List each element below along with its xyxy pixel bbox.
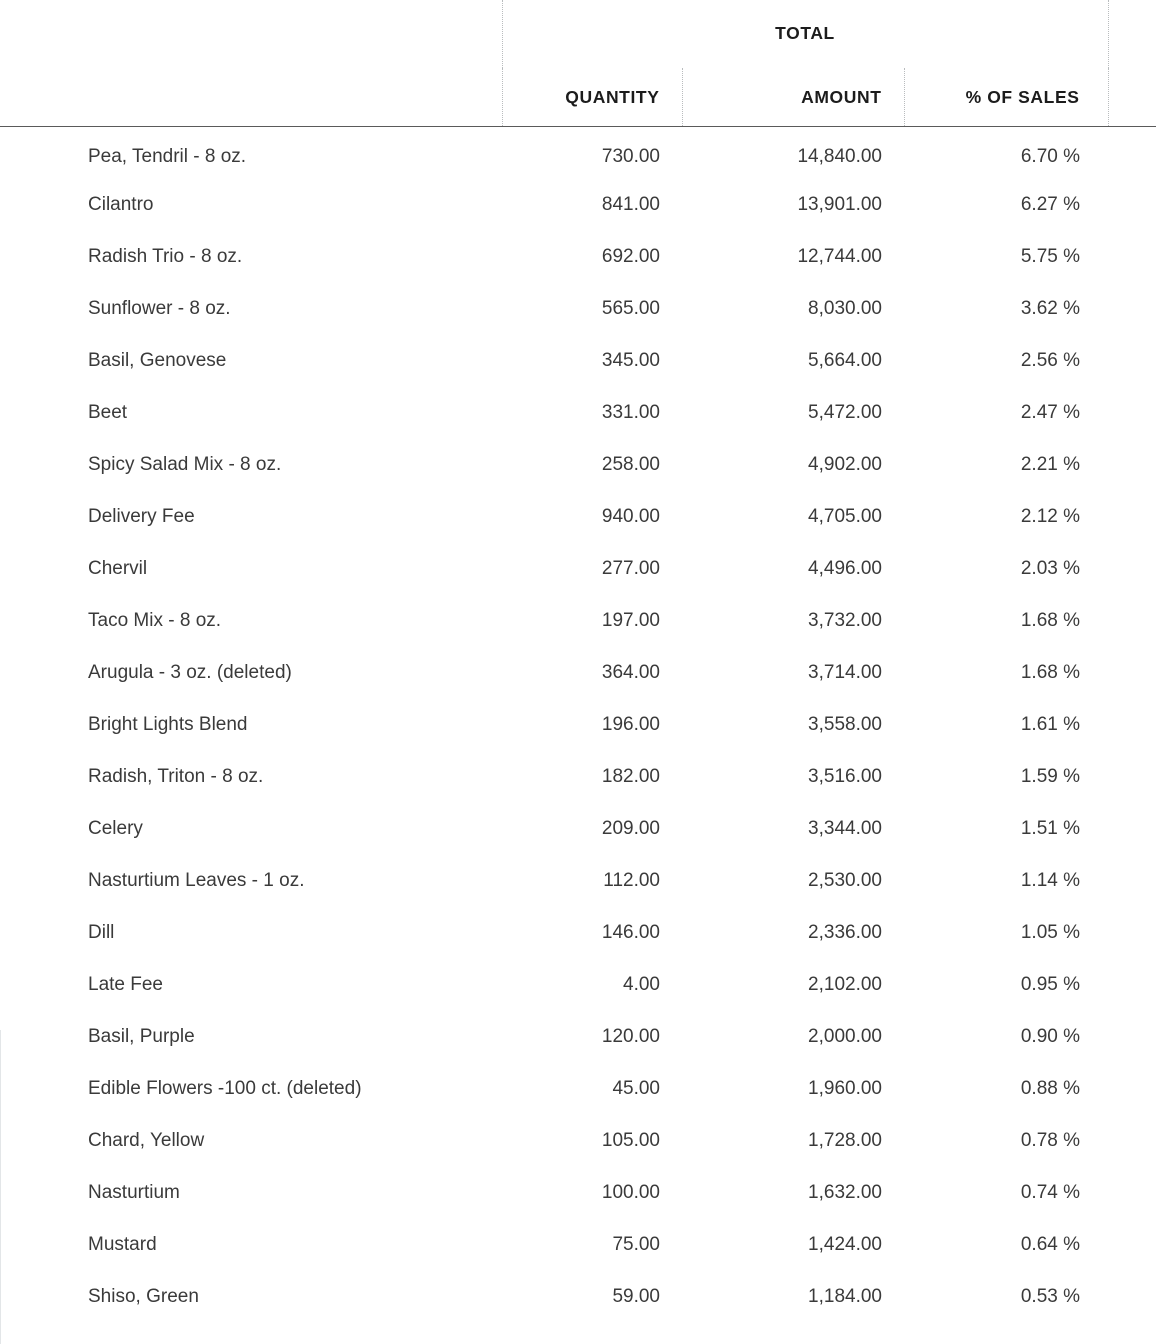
row-trailing-spacer	[1108, 1167, 1156, 1219]
row-trailing-spacer	[1108, 1063, 1156, 1115]
row-trailing-spacer	[1108, 387, 1156, 439]
row-trailing-spacer	[1108, 595, 1156, 647]
table-row[interactable]	[0, 855, 1156, 907]
row-trailing-spacer	[1108, 439, 1156, 491]
row-item-name: Radish Trio - 8 oz.	[88, 245, 243, 267]
row-item-name: Arugula - 3 oz. (deleted)	[88, 661, 292, 683]
row-amount: 3,732.00	[808, 609, 882, 631]
row-pct-of-sales: 2.03 %	[1020, 557, 1081, 579]
row-quantity: 105.00	[601, 1129, 660, 1151]
row-pct-of-sales: 1.68 %	[1020, 661, 1081, 683]
row-item-name: Delivery Fee	[88, 505, 195, 527]
table-row[interactable]	[0, 491, 1156, 543]
row-pct-of-sales: 6.27 %	[1020, 193, 1081, 215]
table-row[interactable]	[0, 699, 1156, 751]
row-item-name: Spicy Salad Mix - 8 oz.	[88, 453, 282, 475]
row-quantity: 841.00	[601, 193, 660, 215]
row-trailing-spacer	[1108, 1271, 1156, 1323]
row-amount: 2,000.00	[808, 1025, 882, 1047]
group-header-trailing-spacer	[1108, 0, 1156, 68]
row-item-name: Basil, Purple	[88, 1025, 195, 1047]
row-quantity: 182.00	[601, 765, 660, 787]
row-item-name: Nasturtium	[88, 1181, 180, 1203]
row-quantity: 730.00	[601, 145, 660, 167]
table-row[interactable]	[0, 1219, 1156, 1271]
row-amount: 14,840.00	[797, 145, 882, 167]
row-pct-of-sales: 1.61 %	[1020, 713, 1081, 735]
table-row[interactable]	[0, 803, 1156, 855]
column-header-amount[interactable]: AMOUNT	[682, 68, 904, 127]
row-trailing-spacer	[1108, 699, 1156, 751]
row-item-name: Chervil	[88, 557, 148, 579]
table-row[interactable]	[0, 1011, 1156, 1063]
row-quantity: 277.00	[601, 557, 660, 579]
column-header-item	[0, 68, 502, 127]
row-item-name: Nasturtium Leaves - 1 oz.	[88, 869, 305, 891]
row-trailing-spacer	[1108, 855, 1156, 907]
row-pct-of-sales: 1.59 %	[1020, 765, 1081, 787]
table-row[interactable]	[0, 1115, 1156, 1167]
row-pct-of-sales: 2.12 %	[1020, 505, 1081, 527]
table-row[interactable]	[0, 1167, 1156, 1219]
row-item-name: Mustard	[88, 1233, 157, 1255]
table-row[interactable]	[0, 127, 1156, 179]
table-row[interactable]	[0, 595, 1156, 647]
table-row[interactable]	[0, 283, 1156, 335]
row-pct-of-sales: 0.74 %	[1020, 1181, 1081, 1203]
row-quantity: 197.00	[601, 609, 660, 631]
row-quantity: 364.00	[601, 661, 660, 683]
table-row[interactable]	[0, 751, 1156, 803]
row-trailing-spacer	[1108, 647, 1156, 699]
row-item-name: Pea, Tendril - 8 oz.	[88, 145, 247, 167]
row-pct-of-sales: 5.75 %	[1020, 245, 1081, 267]
row-quantity: 100.00	[601, 1181, 660, 1203]
row-item-name: Sunflower - 8 oz.	[88, 297, 231, 319]
row-pct-of-sales: 1.14 %	[1020, 869, 1081, 891]
row-quantity: 45.00	[612, 1077, 660, 1099]
row-amount: 4,705.00	[808, 505, 882, 527]
row-quantity: 112.00	[603, 869, 660, 891]
column-header-pct-of-sales[interactable]: % OF SALES	[904, 68, 1108, 127]
table-row[interactable]	[0, 543, 1156, 595]
row-pct-of-sales: 2.56 %	[1020, 349, 1081, 371]
row-trailing-spacer	[1108, 231, 1156, 283]
row-amount: 1,960.00	[808, 1077, 882, 1099]
row-amount: 8,030.00	[808, 297, 882, 319]
row-item-name: Radish, Triton - 8 oz.	[88, 765, 264, 787]
row-amount: 1,424.00	[808, 1233, 882, 1255]
row-amount: 1,728.00	[808, 1129, 882, 1151]
row-item-name: Celery	[88, 817, 143, 839]
row-amount: 2,530.00	[808, 869, 882, 891]
row-pct-of-sales: 2.47 %	[1020, 401, 1081, 423]
row-pct-of-sales: 3.62 %	[1020, 297, 1081, 319]
row-amount: 1,632.00	[808, 1181, 882, 1203]
table-row[interactable]	[0, 439, 1156, 491]
row-pct-of-sales: 1.68 %	[1020, 609, 1081, 631]
group-header-spacer	[0, 0, 502, 68]
row-trailing-spacer	[1108, 1011, 1156, 1063]
row-quantity: 120.00	[601, 1025, 660, 1047]
row-amount: 12,744.00	[797, 245, 882, 267]
row-item-name: Taco Mix - 8 oz.	[88, 609, 222, 631]
row-amount: 2,102.00	[808, 973, 882, 995]
row-pct-of-sales: 0.95 %	[1020, 973, 1081, 995]
row-pct-of-sales: 0.88 %	[1020, 1077, 1081, 1099]
row-quantity: 146.00	[601, 921, 660, 943]
table-row[interactable]	[0, 1063, 1156, 1115]
row-pct-of-sales: 2.21 %	[1020, 453, 1081, 475]
column-header-trailing	[1108, 68, 1156, 127]
row-quantity: 331.00	[601, 401, 660, 423]
row-item-name: Beet	[88, 401, 128, 423]
row-item-name: Dill	[88, 921, 115, 943]
column-header-quantity[interactable]: QUANTITY	[502, 68, 682, 127]
row-trailing-spacer	[1108, 335, 1156, 387]
group-header-total: TOTAL	[502, 0, 1108, 68]
row-pct-of-sales: 0.64 %	[1020, 1233, 1081, 1255]
table-column-header-row	[0, 68, 1156, 127]
row-item-name: Basil, Genovese	[88, 349, 227, 371]
table-row[interactable]	[0, 335, 1156, 387]
row-trailing-spacer	[1108, 751, 1156, 803]
row-amount: 2,336.00	[808, 921, 882, 943]
row-amount: 3,516.00	[808, 765, 882, 787]
row-amount: 3,344.00	[808, 817, 882, 839]
table-row[interactable]	[0, 1271, 1156, 1323]
row-trailing-spacer	[1108, 491, 1156, 543]
row-amount: 5,664.00	[808, 349, 882, 371]
table-header	[0, 0, 1156, 127]
row-quantity: 196.00	[601, 713, 660, 735]
row-item-name: Edible Flowers -100 ct. (deleted)	[88, 1077, 362, 1099]
table-row[interactable]	[0, 387, 1156, 439]
row-pct-of-sales: 0.90 %	[1020, 1025, 1081, 1047]
left-edge-divider	[0, 1030, 1, 1344]
table-row[interactable]	[0, 647, 1156, 699]
row-quantity: 59.00	[612, 1285, 660, 1307]
row-amount: 4,496.00	[808, 557, 882, 579]
row-item-name: Late Fee	[88, 973, 163, 995]
row-pct-of-sales: 1.05 %	[1020, 921, 1081, 943]
table-row[interactable]	[0, 959, 1156, 1011]
row-amount: 13,901.00	[797, 193, 882, 215]
row-trailing-spacer	[1108, 907, 1156, 959]
row-quantity: 692.00	[601, 245, 660, 267]
row-amount: 1,184.00	[808, 1285, 882, 1307]
row-trailing-spacer	[1108, 1219, 1156, 1271]
row-quantity: 940.00	[601, 505, 660, 527]
row-pct-of-sales: 6.70 %	[1020, 145, 1081, 167]
row-pct-of-sales: 0.78 %	[1020, 1129, 1081, 1151]
table-body	[0, 127, 1156, 1323]
row-item-name: Bright Lights Blend	[88, 713, 248, 735]
row-quantity: 345.00	[601, 349, 660, 371]
row-trailing-spacer	[1108, 803, 1156, 855]
row-quantity: 565.00	[601, 297, 660, 319]
table-row[interactable]	[0, 231, 1156, 283]
row-pct-of-sales: 1.51 %	[1020, 817, 1081, 839]
row-item-name: Chard, Yellow	[88, 1129, 205, 1151]
row-item-name: Cilantro	[88, 193, 154, 215]
row-trailing-spacer	[1108, 543, 1156, 595]
table-row[interactable]	[0, 907, 1156, 959]
row-quantity: 4.00	[623, 973, 660, 995]
row-trailing-spacer	[1108, 127, 1156, 179]
row-amount: 4,902.00	[808, 453, 882, 475]
row-quantity: 209.00	[601, 817, 660, 839]
table-group-header-row	[0, 0, 1156, 68]
row-quantity: 258.00	[601, 453, 660, 475]
row-pct-of-sales: 0.53 %	[1020, 1285, 1081, 1307]
row-trailing-spacer	[1108, 179, 1156, 231]
row-trailing-spacer	[1108, 1115, 1156, 1167]
row-item-name: Shiso, Green	[88, 1285, 199, 1307]
table-row[interactable]	[0, 179, 1156, 231]
row-quantity: 75.00	[612, 1233, 660, 1255]
row-trailing-spacer	[1108, 959, 1156, 1011]
row-amount: 3,714.00	[808, 661, 882, 683]
row-amount: 5,472.00	[808, 401, 882, 423]
row-amount: 3,558.00	[808, 713, 882, 735]
row-trailing-spacer	[1108, 283, 1156, 335]
